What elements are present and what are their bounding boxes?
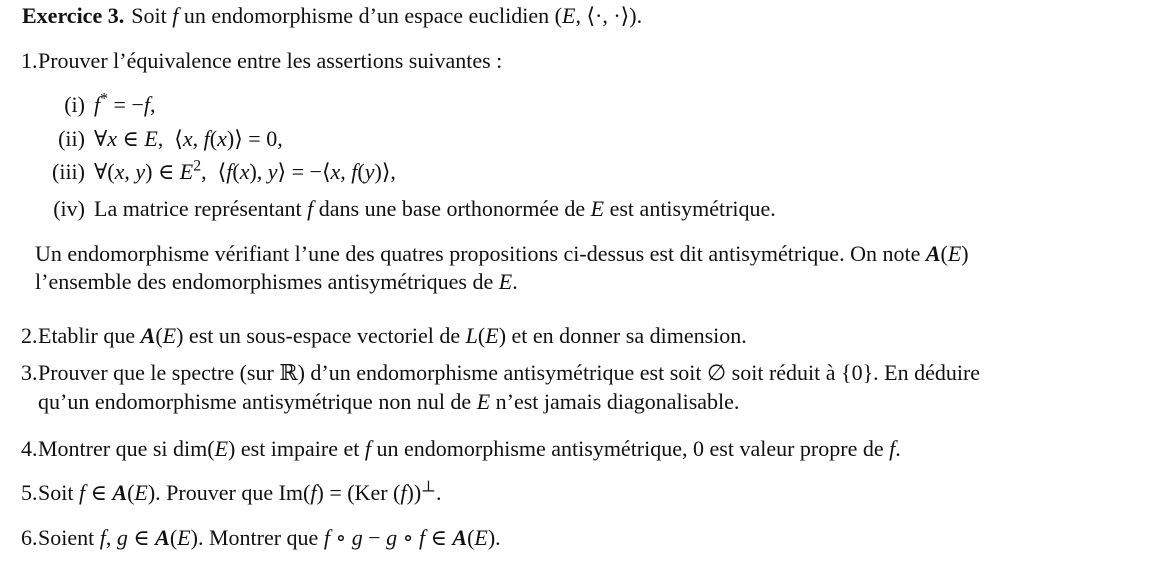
text-run: ) et en donner sa dimension. xyxy=(498,323,747,348)
text-run: , xyxy=(192,126,204,151)
math-var-E: E xyxy=(485,323,499,348)
text-run: Un endomorphisme vérifiant l’une des quatres propositions ci-dessus est dit antisymétrique. On note xyxy=(35,241,926,266)
text-run: , xyxy=(340,159,352,184)
item-number: 5. xyxy=(21,480,38,505)
text-run: dans une base orthonormée de xyxy=(313,196,591,221)
text-run: , xyxy=(105,525,117,550)
math-var-E: E xyxy=(179,159,194,184)
math-var-f: f xyxy=(310,480,317,505)
superscript-star: * xyxy=(100,90,109,108)
text-run: Etablir que xyxy=(38,323,141,348)
math-var-f: f xyxy=(94,92,101,117)
math-var-g: g xyxy=(351,525,363,550)
math-var-y: y xyxy=(135,159,146,184)
text-run: soit réduit à {0}. En déduire xyxy=(726,360,981,385)
text-run: ∘ xyxy=(329,525,352,550)
text-run: est antisymétrique. xyxy=(604,196,776,221)
math-cal-A: A xyxy=(452,525,468,550)
math-var-g: g xyxy=(116,525,128,550)
subitem-label: (i) xyxy=(64,92,85,117)
subitem-iv xyxy=(0,194,1149,224)
item-3-line-2 xyxy=(0,387,1149,417)
math-var-f: f xyxy=(99,525,106,550)
text-run: ). Prouver que Im( xyxy=(147,480,311,505)
math-var-f: f xyxy=(400,480,407,505)
math-var-f: f xyxy=(889,436,896,461)
math-var-E: E xyxy=(590,196,605,221)
text-run: ) = (Ker ( xyxy=(316,480,401,505)
math-var-f: f xyxy=(203,126,210,151)
item-number: 6. xyxy=(21,525,38,550)
item-3-line-1 xyxy=(0,358,1149,389)
text-run: ( xyxy=(940,241,948,266)
text-run: )) xyxy=(406,480,422,505)
math-var-f: f xyxy=(172,3,179,28)
item-1 xyxy=(0,46,1149,76)
math-var-E: E xyxy=(561,3,576,28)
math-var-E: E xyxy=(498,269,513,294)
item-2 xyxy=(0,321,1149,351)
text-run: un endomorphisme d’un espace euclidien ( xyxy=(178,3,562,28)
subitem-formula xyxy=(94,157,1149,187)
item-text xyxy=(38,321,1149,351)
text-run: La matrice représentant xyxy=(94,196,308,221)
text-run: l’ensemble des endomorphismes antisymétriques de xyxy=(35,269,499,294)
math-var-y: y xyxy=(364,159,375,184)
math-var-g: g xyxy=(386,525,398,550)
item-text xyxy=(38,523,1149,553)
item-text: Prouver l’équivalence entre les assertions suivantes : xyxy=(38,48,503,73)
math-var-f: f xyxy=(351,159,358,184)
item-text xyxy=(38,387,1149,417)
math-var-f: f xyxy=(323,525,330,550)
text-run: n’est jamais diagonalisable. xyxy=(490,389,740,414)
text-run: . xyxy=(436,480,442,505)
item-number: 2. xyxy=(21,323,38,348)
text-run: ( xyxy=(127,480,135,505)
subitem-iii xyxy=(0,157,1149,187)
math-var-x: x xyxy=(239,159,250,184)
math-forall: ∀( xyxy=(94,159,115,184)
text-run: ). Montrer que xyxy=(190,525,324,550)
math-var-f: f xyxy=(78,480,86,505)
text-run: Soit xyxy=(131,3,173,28)
subitem-formula xyxy=(94,90,1149,120)
math-var-f: f xyxy=(307,196,314,221)
note-paragraph-line-1 xyxy=(0,239,1149,269)
subitem-label: (ii) xyxy=(58,126,85,151)
text-run: )⟩ = 0, xyxy=(226,126,283,151)
text-run: ) est un sous-espace vectoriel de xyxy=(176,323,466,348)
subitem-label: (iv) xyxy=(53,196,85,221)
math-var-L: L xyxy=(465,323,478,348)
subitem-formula xyxy=(94,124,1149,154)
exercise-label: Exercice 3. xyxy=(22,3,125,28)
text-run: , xyxy=(150,92,156,117)
math-var-f: f xyxy=(226,159,233,184)
math-cal-A: A xyxy=(112,480,128,505)
math-var-E: E xyxy=(947,241,962,266)
note-text xyxy=(35,267,1149,297)
text-run: qu’un endomorphisme antisymétrique non nul de xyxy=(38,389,477,414)
item-number: 3. xyxy=(21,360,38,385)
text-run: Soient xyxy=(38,525,100,550)
text-run: , xyxy=(124,159,136,184)
item-5 xyxy=(0,478,1149,508)
math-var-E: E xyxy=(144,126,158,151)
text-run: . xyxy=(895,436,901,461)
text-run: ( xyxy=(209,126,218,151)
item-text xyxy=(38,358,1149,389)
subitem-i xyxy=(0,90,1149,120)
math-cal-A: A xyxy=(140,323,156,348)
subitem-label: (iii) xyxy=(52,159,85,184)
text-run: ) d’un endomorphisme antisymétrique est soit xyxy=(297,360,707,385)
text-run: . xyxy=(512,269,518,294)
math-var-E: E xyxy=(214,436,229,461)
math-reals-R: ℝ xyxy=(279,361,298,386)
text-run: un endomorphisme antisymétrique, 0 est valeur propre de xyxy=(371,436,890,461)
text-run: ( xyxy=(357,159,365,184)
text-run: Montrer que si dim( xyxy=(38,436,215,461)
text-run: Soit xyxy=(38,480,79,505)
text-run: ∈ xyxy=(425,525,453,550)
math-cal-A: A xyxy=(925,241,941,266)
note-paragraph-line-2 xyxy=(0,267,1149,297)
item-number: 1. xyxy=(21,48,38,73)
math-var-E: E xyxy=(177,525,191,550)
item-4 xyxy=(0,434,1149,464)
subitem-ii xyxy=(0,124,1149,154)
text-run: ( xyxy=(467,525,475,550)
item-6 xyxy=(0,523,1149,553)
text-run: ∈ xyxy=(85,480,113,505)
text-run: ( xyxy=(477,323,486,348)
text-run: , ⟨·, ·⟩). xyxy=(575,3,643,28)
text-run: ∘ xyxy=(397,525,419,550)
math-var-x: x xyxy=(107,126,118,151)
math-forall: ∀ xyxy=(94,126,108,151)
text-run: ∈ xyxy=(127,525,156,550)
exercise-header xyxy=(22,1,1153,31)
math-var-E: E xyxy=(476,389,491,414)
text-run: = − xyxy=(108,92,144,117)
text-run: )⟩, xyxy=(374,159,396,184)
text-run: ), xyxy=(249,159,268,184)
text-run: , ⟨ xyxy=(157,126,183,151)
math-var-x: x xyxy=(330,159,341,184)
math-var-x: x xyxy=(114,159,125,184)
item-text xyxy=(38,434,1149,464)
text-run: ( xyxy=(155,323,163,348)
subitem-text xyxy=(94,194,1149,224)
text-run: ( xyxy=(232,159,240,184)
superscript-perp: ⊥ xyxy=(421,478,437,496)
note-text xyxy=(35,239,1149,269)
text-run: Prouver que le spectre (sur xyxy=(38,360,280,385)
math-var-E: E xyxy=(474,525,488,550)
math-empty-set: ∅ xyxy=(706,361,727,386)
math-var-f: f xyxy=(364,436,372,461)
text-run: ) ∈ xyxy=(145,159,180,184)
text-run: , ⟨ xyxy=(201,159,227,184)
math-var-y: y xyxy=(267,159,278,184)
text-run: ). xyxy=(487,525,501,550)
math-var-f: f xyxy=(143,92,150,117)
text-run: ) est impaire et xyxy=(228,436,365,461)
math-var-x: x xyxy=(182,126,193,151)
text-run: ⟩ = −⟨ xyxy=(277,159,331,184)
text-run: − xyxy=(362,525,387,550)
text-run: ( xyxy=(169,525,178,550)
math-var-f: f xyxy=(418,525,426,550)
math-cal-A: A xyxy=(155,525,170,550)
math-var-x: x xyxy=(217,126,227,151)
item-text xyxy=(38,478,1149,508)
text-run: ∈ xyxy=(117,126,145,151)
math-var-E: E xyxy=(134,480,148,505)
item-number: 4. xyxy=(21,436,38,461)
math-var-E: E xyxy=(162,323,177,348)
text-run: ) xyxy=(961,241,969,266)
superscript-2: 2 xyxy=(193,157,202,175)
